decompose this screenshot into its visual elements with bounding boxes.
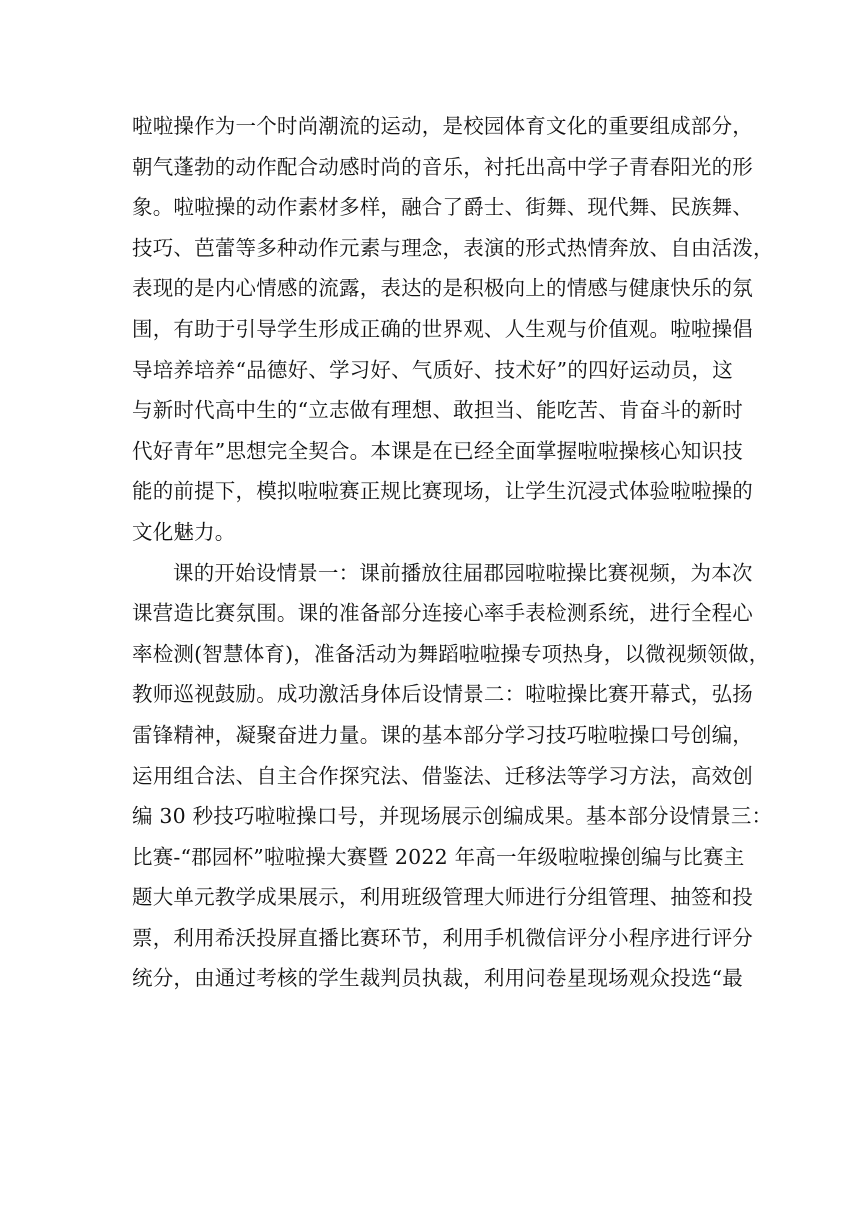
- text-line: 教师巡视鼓励。成功激活身体后设情景二：啦啦操比赛开幕式，弘扬: [132, 682, 753, 707]
- text-line: 导培养培养“品德好、学习好、气质好、技术好”的四好运动员，这: [132, 357, 733, 382]
- text-line: 题大单元教学成果展示，利用班级管理大师进行分组管理、抽签和投: [132, 885, 753, 910]
- paragraph-1: [132, 106, 774, 553]
- paragraph-2: [132, 553, 773, 1000]
- text-line: 能的前提下，模拟啦啦赛正规比赛现场，让学生沉浸式体验啦啦操的: [132, 479, 753, 504]
- text-line: 与新时代高中生的“立志做有理想、敢担当、能吃苦、肯奋斗的新时: [132, 398, 743, 423]
- text-line: 围，有助于引导学生形成正确的世界观、人生观与价值观。啦啦操倡: [132, 316, 753, 341]
- text-line: 象。啦啦操的动作素材多样，融合了爵士、街舞、现代舞、民族舞、: [132, 195, 753, 220]
- text-line: 统分，由通过考核的学生裁判员执裁，利用问卷星现场观众投选“最: [132, 966, 743, 991]
- text-line: 率检测(智慧体育)，准备活动为舞蹈啦啦操专项热身，以微视频领做，: [132, 641, 770, 666]
- text-line: 课的开始设情景一：课前播放往届郡园啦啦操比赛视频，为本次: [173, 560, 753, 585]
- text-line: 朝气蓬勃的动作配合动感时尚的音乐，衬托出高中学子青春阳光的形: [132, 154, 753, 179]
- text-line: 代好青年”思想完全契合。本课是在已经全面掌握啦啦操核心知识技: [132, 438, 743, 463]
- text-line: 课营造比赛氛围。课的准备部分连接心率手表检测系统，进行全程心: [132, 601, 753, 626]
- text-line: 啦啦操作为一个时尚潮流的运动，是校园体育文化的重要组成部分，: [132, 114, 753, 138]
- text-line: 技巧、芭蕾等多种动作元素与理念，表演的形式热情奔放、自由活泼，: [132, 235, 774, 260]
- text-line: 票，利用希沃投屏直播比赛环节，利用手机微信评分小程序进行评分: [132, 925, 753, 950]
- document-body: [132, 106, 774, 999]
- text-line: 编 30 秒技巧啦啦操口号，并现场展示创编成果。基本部分设情景三：: [132, 804, 773, 829]
- text-line: 表现的是内心情感的流露，表达的是积极向上的情感与健康快乐的氛: [132, 276, 753, 301]
- text-line: 文化魅力。: [132, 519, 236, 544]
- text-line: 雷锋精神，凝聚奋进力量。课的基本部分学习技巧啦啦操口号创编，: [132, 722, 753, 747]
- text-line: 运用组合法、自主合作探究法、借鉴法、迁移法等学习方法，高效创: [132, 763, 753, 788]
- text-line: 比赛-“郡园杯”啦啦操大赛暨 2022 年高一年级啦啦操创编与比赛主: [132, 844, 745, 869]
